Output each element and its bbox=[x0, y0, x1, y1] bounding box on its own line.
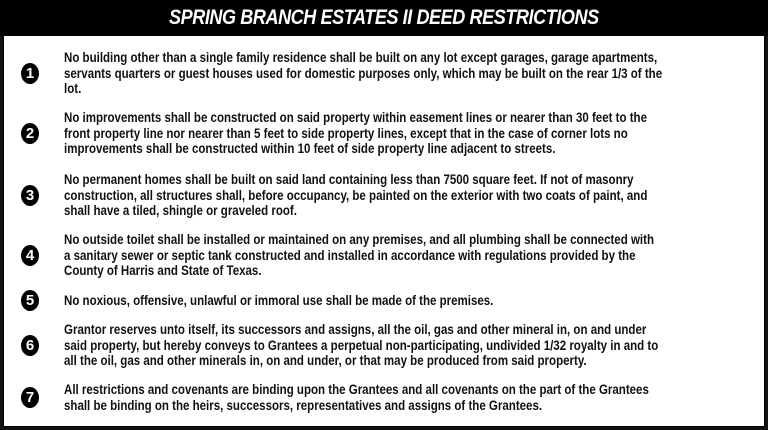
text-line: No building other than a single family residence shall be built on any lot except garages, garage apartments, bbox=[64, 50, 658, 65]
text-line: All restrictions and covenants are binding upon the Grantees and all covenants on the part of the Grantees bbox=[64, 382, 649, 397]
number-circle-icon: 3 bbox=[21, 185, 39, 206]
restriction-text bbox=[64, 50, 759, 97]
restriction-text bbox=[64, 232, 750, 279]
text-line: shall be binding on the heirs, successors, representatives and assigns of the Grantees. bbox=[64, 397, 543, 413]
number-circle-icon: 6 bbox=[21, 335, 39, 356]
header-bar bbox=[0, 0, 768, 36]
text-line: shall have a tiled, shingle or graveled roof. bbox=[64, 203, 297, 219]
restriction-text bbox=[64, 293, 563, 309]
text-line: front property line nor nearer than 5 feet to side property lines, except that in the case of corner lots no bbox=[64, 125, 628, 141]
text-line: construction, all structures shall, before occupancy, be painted on the exterior with two coats of paint, and bbox=[64, 187, 648, 203]
restriction-text bbox=[64, 322, 755, 369]
restriction-text bbox=[64, 382, 744, 413]
page-title: SPRING BRANCH ESTATES II DEED RESTRICTIONS bbox=[169, 6, 599, 29]
text-line: lot. bbox=[64, 81, 82, 97]
number-circle-icon: 2 bbox=[21, 123, 39, 144]
text-line: No outside toilet shall be installed or maintained on any premises, and all plumbing shall be connected with bbox=[64, 232, 654, 247]
text-line: No noxious, offensive, unlawful or immoral use shall be made of the premises. bbox=[64, 293, 494, 308]
number-circle-icon: 4 bbox=[21, 245, 39, 266]
restriction-text bbox=[64, 172, 742, 219]
text-line: improvements shall be constructed within 10 feet of side property line adjacent to streets. bbox=[64, 141, 556, 157]
number-circle-icon: 5 bbox=[21, 290, 39, 311]
number-circle-icon: 1 bbox=[21, 63, 39, 84]
number-circle-icon: 7 bbox=[21, 387, 39, 408]
text-line: servants quarters or guest houses used for domestic purposes only, which may be built on the rear 1/3 of the bbox=[64, 65, 663, 81]
text-line: No permanent homes shall be built on said land containing less than 7500 square feet. If not of masonry bbox=[64, 172, 634, 187]
restriction-text bbox=[64, 110, 742, 157]
text-line: a sanitary sewer or septic tank constructed and installed in accordance with regulations provided by the bbox=[64, 247, 636, 263]
text-line: Grantor reserves unto itself, its successors and assigns, all the oil, gas and other mineral in, on and under bbox=[64, 322, 647, 337]
text-line: said property, but hereby conveys to Grantees a perpetual non-participating, undivided 1/32 royalty in and to bbox=[64, 337, 659, 353]
text-line: No improvements shall be constructed on said property within easement lines or nearer than 30 feet to the bbox=[64, 110, 647, 125]
text-line: all the oil, gas and other minerals in, on and under, or that may be produced from said property. bbox=[64, 353, 587, 369]
text-line: County of Harris and State of Texas. bbox=[64, 263, 262, 279]
